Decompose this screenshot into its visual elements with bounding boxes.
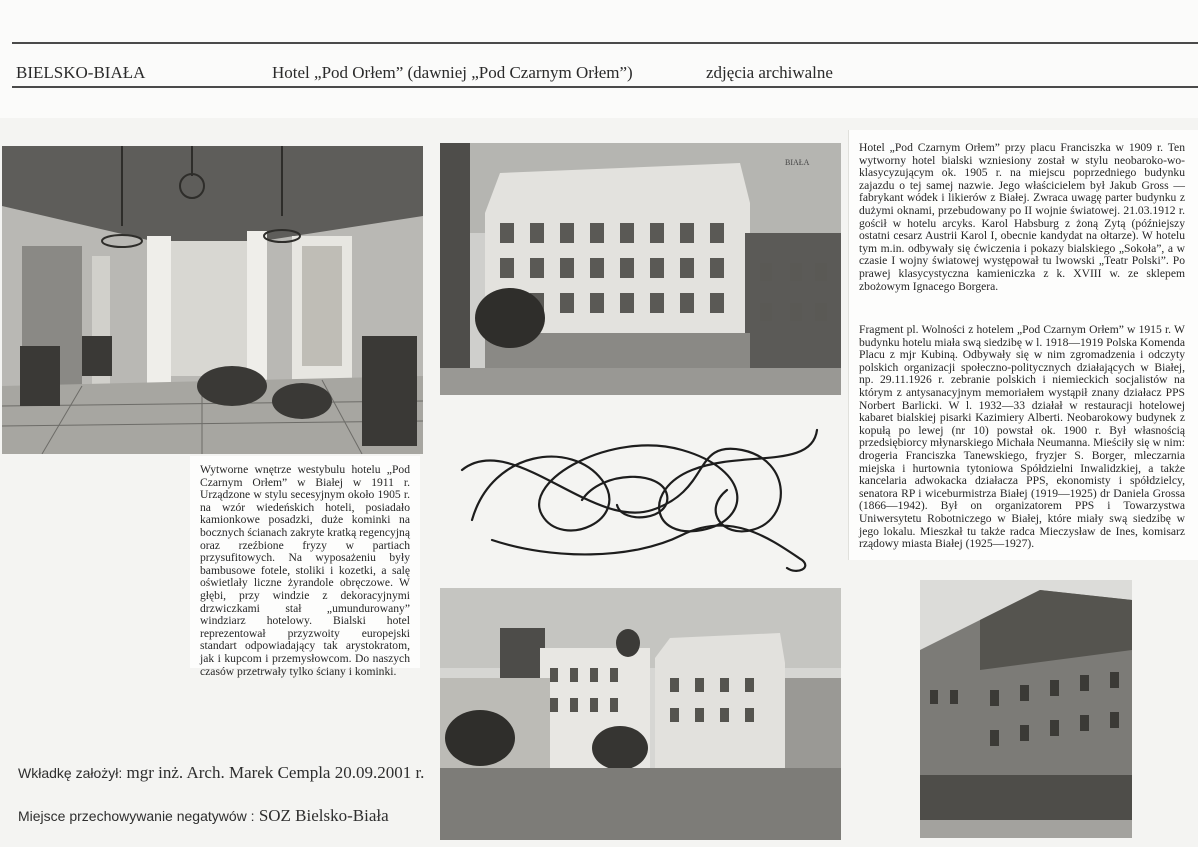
header-sheet [0,0,1198,118]
lobby-description-paragraph: Wytworne wnętrze westybulu hotelu „Pod Czarnym Orłem” w Białej w 1911 r. Urządzone w stylu secesyjnym około 1905 r. na wzór wiedeńskich hoteli, posiadało kamionkowe posadzki, duże kominki na bocznych ścianach zakryte kratką regencyjną oraz rzeźbione fryzy w partiach przysufitowych. Na wyposażeniu były bambusowe fotele, stoliki i kozetki, a salę oświetlały liczne żyrandole obręczowe. W głębi, przy windzie z dekoracyjnymi drzwiczkami stał „umundurowany” windziarz hotelowy. Bialski hotel reprezentował przyzwoity europejski standart odpowiadający tak arystokratom, jak i kupcom i przemysłowcom. Do naszych czasów przetrwały tylko ściany i kominki. [200,463,410,678]
right-description-card [848,130,1198,560]
header-rule-top [12,42,1198,44]
storage-value: SOZ Bielsko-Biała [258,806,389,825]
header-kind: zdjęcia archiwalne [706,63,833,82]
storage-line [18,806,389,826]
square-description-paragraph: Fragment pl. Wolności z hotelem „Pod Czarnym Orłem” w 1915 r. W budynku hotelu miała swą siedzibę w l. 1918—1919 Polska Komenda Placu z mjr Kubiną. Odbywały się w nim zgromadzenia i odczyty polskich organizacji społeczno-politycznych działających w Białej, np. 29.11.1926 r. zebranie polskich i niemieckich socjalistów na którym z antysanacyjnym memoriałem wystąpił znany działacz PPS Norbert Barlicki. W l. 1932—33 działał w restauracji hotelowej kabaret bialskiej pisarki Kazimiery Alberti. Neobarokowy budynek z kopułą po lewej (nr 10) powstał ok. 1900 r. Był własnością przedsiębiorcy młynarskiego Michała Neumanna. Mieściły się w nim: drogeria Franciszka Tanewskiego, fryzjer S. Borger, mleczarnia miejska i hurtownia tytoniowa Spółdzielni Inwalidzkiej, a także kancelaria adwokacka działacza PPS, ekonomisty i spółdzielcy, senatora RP i wiceburmistrza Białej (1919—1925) dr Daniela Grossa (1866—1942). Był on organizatorem PPS i Towarzystwa Uniwersytetu Robotniczego w Białej, które miały swą siedzibę w jego lokalu. Mieszkał tu także radca Mieczysław de Ines, komisarz rządowy miasta Białej (1925—1927). [859,323,1185,551]
hotel-facade-photo [440,143,841,395]
storage-label: Miejsce przechowywanie negatywów : [18,808,255,824]
header-place: BIELSKO-BIAŁA [16,63,146,82]
author-line [18,763,424,783]
header-rule-bottom [12,86,1198,88]
corner-building-photo [920,580,1132,838]
facade-photo-caption: BIAŁA [785,158,810,167]
lobby-interior-photo [2,146,423,454]
calligraphic-ornament [452,410,832,578]
author-value: mgr inż. Arch. Marek Cempla 20.09.2001 r. [126,763,425,782]
header-title: Hotel „Pod Orłem” (dawniej „Pod Czarnym Orłem”) [272,63,633,82]
hotel-description-paragraph: Hotel „Pod Czarnym Orłem” przy placu Franciszka w 1909 r. Ten wytworny hotel bialski wzniesiony został w stylu neobaroko-wo-klasycyzującym ok. 1905 r. na miejscu poprzedniego budynku zajazdu o tej samej nazwie. Jego właścicielem był Jakub Gross — fabrykant wódek i likierów z Białej. Zwraca uwagę parter budynku z dużymi oknami, przebudowany po II wojnie światowej. 21.03.1912 r. gościł w hotelu arcyks. Karol Habsburg z żoną Zytą (późniejszy ostatni cesarz Austrii Karol I, obecnie kandydat na ołtarze). W hotelu tym m.in. odbywały się ćwiczenia i pokazy bialskiego „Sokoła”, a w czasie I wojny światowej występował tu lwowski „Teatr Polski”. Po prawej klasycystyczna kamieniczka z k. XVIII w. ze sklepem zbożowym Ignacego Borgera. [859,141,1185,293]
lobby-description-card [190,456,420,678]
market-square-photo [440,588,841,840]
author-label: Wkładkę założył: [18,765,123,781]
